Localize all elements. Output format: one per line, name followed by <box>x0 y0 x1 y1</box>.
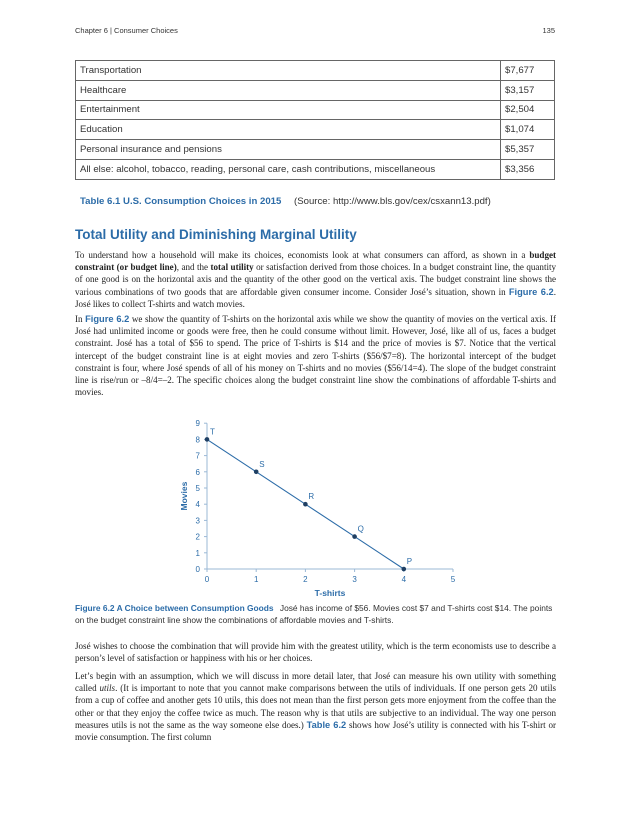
figure-link[interactable]: Figure 6.2 <box>85 314 130 324</box>
text-run: . (It is important to note that you cannot make comparisons between the utils of individuals. If one person gets 20 utils from a cup of coffee and another gets 10 utils, this does not mean than the first person gets more enjoyment from the coffee than the other or that they enjoy the coffee twice as much. The reason why is that utils are subjective to an individual. The way one person measures utils is not the same as the way someone else does.) <box>75 683 556 730</box>
term-utils: utils <box>99 683 116 694</box>
table-caption <box>80 196 491 207</box>
y-tick-label: 3 <box>195 516 200 526</box>
category-cell: Education <box>76 120 501 140</box>
amount-cell: $7,677 <box>501 61 555 81</box>
table-row <box>76 100 555 120</box>
x-tick-label: 1 <box>253 575 259 584</box>
table-link[interactable]: Table 6.2 <box>306 719 347 730</box>
category-cell: Healthcare <box>76 80 501 100</box>
table-row <box>76 159 555 179</box>
table-row <box>76 140 555 160</box>
paragraph-4 <box>75 670 556 743</box>
text-run: , and the <box>176 262 211 273</box>
text-run: . José likes to collect T-shirts and watch movies. <box>75 286 556 309</box>
y-tick-label: 8 <box>195 435 200 445</box>
page-number: 135 <box>542 26 555 35</box>
data-point-r <box>303 502 308 507</box>
table-row <box>76 80 555 100</box>
x-tick-label: 4 <box>401 575 407 584</box>
y-tick-label: 7 <box>195 451 200 461</box>
paragraph-2 <box>75 313 556 398</box>
amount-cell: $1,074 <box>501 120 555 140</box>
expenditure-table <box>75 60 555 180</box>
amount-cell: $3,356 <box>501 159 555 179</box>
term-total-utility: total utility <box>210 262 254 273</box>
data-label-t: T <box>210 427 215 437</box>
x-axis-label: T-shirts <box>314 588 346 598</box>
table-caption-source: (Source: http://www.bls.gov/cex/csxann13.pdf) <box>294 196 491 207</box>
y-tick-label: 6 <box>195 467 200 477</box>
x-tick-label: 5 <box>450 575 456 584</box>
text-run: or satisfaction derived from those choices. In a budget constraint line, the quantity of one good is on the horizontal axis and the quantity of the other good on the vertical axis. The budget constraint line shows the various combinations of two goods that are affordable given consumer income. Consider José’s situation, shown in <box>75 262 557 297</box>
table-caption-label: Table 6.1 U.S. Consumption Choices in 2015 <box>80 196 282 207</box>
figure-caption-text: José has income of $56. Movies cost $7 and T-shirts cost $14. The points on the budget constraint line show the combinations of affordable movies and T-shirts. <box>75 603 553 625</box>
text-run: Let’s begin with an assumption, which we will discuss in more detail later, that José can measure his own utility with something called <box>75 671 556 694</box>
data-point-q <box>352 534 357 539</box>
data-label-r: R <box>308 492 315 502</box>
running-head <box>75 26 555 35</box>
y-tick-label: 4 <box>195 500 200 510</box>
x-tick-label: 0 <box>204 575 210 584</box>
figure-link[interactable]: Figure 6.2 <box>508 286 554 297</box>
category-cell: All else: alcohol, tobacco, reading, personal care, cash contributions, miscellaneous <box>76 159 501 179</box>
y-tick-label: 2 <box>195 532 200 542</box>
text-run: To understand how a household will make its choices, economists look at what consumers can afford, as shown in a <box>75 250 530 260</box>
data-label-q: Q <box>357 524 364 534</box>
amount-cell: $2,504 <box>501 100 555 120</box>
text-run: shows how José’s utility is connected with his T-shirt or movie consumption. The first column <box>75 719 556 743</box>
data-label-p: P <box>406 557 413 566</box>
category-cell: Personal insurance and pensions <box>76 140 501 160</box>
amount-cell: $3,157 <box>501 80 555 100</box>
data-point-s <box>254 470 259 475</box>
x-tick-label: 2 <box>303 575 308 584</box>
x-tick-label: 3 <box>352 575 357 584</box>
y-axis-label: Movies <box>179 481 189 511</box>
section-heading: Total Utility and Diminishing Marginal Utility <box>75 227 357 242</box>
text-run: In <box>75 314 86 324</box>
text-run: we show the quantity of T-shirts on the horizontal axis while we show the quantity of movies on the vertical axis. If José had unlimited income or goods were free, then he could consume without limit. However, José, like all of us, faces a budget constraint. José has a total of $56 to spend. The price of T-shirts is $14 and the price of movies is $7. Notice that the vertical intercept of the budget constraint line is at eight movies and zero T-shirts ($56/$7=8). The horizontal intercept of the budget constraint is four, where José spends of all of his money on T-shirts and no movies ($56/14=4). The slope of the budget constraint line is rise/run or –8/4=–2. The specific choices along the budget constraint line show the combinations of affordable T-shirts and movies. <box>75 314 556 398</box>
paragraph-1 <box>75 249 556 310</box>
data-label-s: S <box>259 459 265 469</box>
paragraph-3: José wishes to choose the combination that will provide him with the greatest utility, which is the term economists use to describe a person’s level of satisfaction or happiness with his or her choices. <box>75 641 556 664</box>
category-cell: Transportation <box>76 61 501 81</box>
data-point-t <box>205 437 210 442</box>
budget-constraint-chart <box>175 418 475 603</box>
figure-caption <box>75 603 556 626</box>
category-cell: Entertainment <box>76 100 501 120</box>
y-tick-label: 0 <box>195 565 200 574</box>
y-tick-label: 1 <box>195 548 200 558</box>
table-row <box>76 61 555 81</box>
term-budget-constraint: budget constraint (or budget line) <box>75 250 556 273</box>
figure-caption-label: Figure 6.2 A Choice between Consumption Goods <box>75 603 274 613</box>
data-point-p <box>402 567 407 572</box>
chapter-title: Chapter 6 | Consumer Choices <box>75 26 178 35</box>
table-row <box>76 120 555 140</box>
y-tick-label: 5 <box>195 484 200 493</box>
y-tick-label: 9 <box>195 419 200 429</box>
amount-cell: $5,357 <box>501 140 555 160</box>
